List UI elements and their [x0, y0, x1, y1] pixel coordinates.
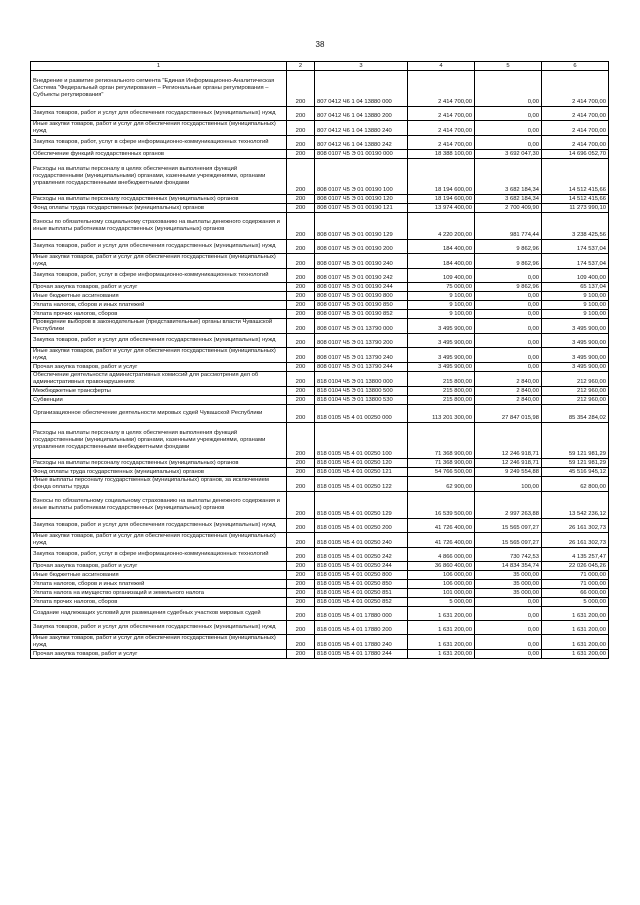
row-name-cell: Уплата прочих налогов, сборов — [31, 310, 287, 319]
row-column-2-cell: 200 — [287, 607, 315, 621]
row-code-cell: 807 0412 Ч6 1 04 13880 240 — [315, 121, 408, 136]
row-approved-amount-cell: 1 631 200,00 — [408, 635, 475, 650]
row-column-2-cell: 200 — [287, 492, 315, 519]
column-header-4: 4 — [408, 62, 475, 71]
row-code-cell: 818 0105 Ч5 4 01 17880 240 — [315, 635, 408, 650]
row-column-2-cell: 200 — [287, 292, 315, 301]
row-code-cell: 808 0107 Ч5 Э 01 13790 240 — [315, 348, 408, 363]
row-approved-amount-cell: 1 631 200,00 — [408, 621, 475, 635]
row-approved-amount-cell: 36 860 400,00 — [408, 562, 475, 571]
row-column-2-cell: 200 — [287, 548, 315, 562]
row-column-2-cell: 200 — [287, 598, 315, 607]
row-name-cell: Уплата прочих налогов, сборов — [31, 598, 287, 607]
row-executed-amount-cell: 0,00 — [475, 363, 542, 372]
row-approved-amount-cell: 9 100,00 — [408, 310, 475, 319]
row-column-2-cell: 200 — [287, 319, 315, 334]
row-column-2-cell: 200 — [287, 562, 315, 571]
row-executed-amount-cell: 35 000,00 — [475, 571, 542, 580]
table-row — [31, 195, 609, 204]
row-code-cell: 818 0105 Ч5 4 01 00250 200 — [315, 519, 408, 533]
row-code-cell: 818 0105 Ч5 4 01 00250 100 — [315, 423, 408, 459]
row-column-2-cell: 200 — [287, 150, 315, 159]
table-row — [31, 121, 609, 136]
row-executed-amount-cell: 0,00 — [475, 650, 542, 659]
row-column-2-cell: 200 — [287, 334, 315, 348]
row-remaining-amount-cell: 22 026 045,26 — [542, 562, 609, 571]
row-executed-amount-cell: 0,00 — [475, 348, 542, 363]
table-row — [31, 589, 609, 598]
row-name-cell: Расходы на выплаты персоналу в целях обеспечения выполнения функций государственными (муниципальными) органами, казенными учреждениями, органами управления государственными внебюджетными фондами — [31, 159, 287, 195]
row-code-cell: 808 0107 Ч5 Э 01 00190 800 — [315, 292, 408, 301]
row-name-cell: Закупка товаров, работ и услуг для обеспечения государственных (муниципальных) нужд — [31, 621, 287, 635]
row-approved-amount-cell: 2 414 700,00 — [408, 136, 475, 150]
row-code-cell: 807 0412 Ч6 1 04 13880 000 — [315, 71, 408, 107]
table-row — [31, 492, 609, 519]
row-name-cell: Закупка товаров, работ и услуг для обеспечения государственных (муниципальных) нужд — [31, 107, 287, 121]
row-executed-amount-cell: 9 862,96 — [475, 283, 542, 292]
row-name-cell: Закупка товаров, работ и услуг для обеспечения государственных (муниципальных) нужд — [31, 334, 287, 348]
row-name-cell: Иные бюджетные ассигнования — [31, 571, 287, 580]
row-name-cell: Уплата налога на имущество организаций и земельного налога — [31, 589, 287, 598]
row-name-cell: Иные закупки товаров, работ и услуг для обеспечения государственных (муниципальных) нужд — [31, 348, 287, 363]
row-approved-amount-cell: 3 495 900,00 — [408, 334, 475, 348]
row-code-cell: 808 0107 Ч5 Э 01 00190 852 — [315, 310, 408, 319]
row-executed-amount-cell: 2 840,00 — [475, 372, 542, 387]
row-remaining-amount-cell: 3 495 900,00 — [542, 363, 609, 372]
row-approved-amount-cell: 1 631 200,00 — [408, 607, 475, 621]
row-remaining-amount-cell: 3 495 900,00 — [542, 348, 609, 363]
table-row — [31, 107, 609, 121]
row-code-cell: 818 0105 Ч5 4 01 17880 244 — [315, 650, 408, 659]
table-row — [31, 519, 609, 533]
row-column-2-cell: 200 — [287, 372, 315, 387]
table-row — [31, 213, 609, 240]
row-column-2-cell: 200 — [287, 254, 315, 269]
row-code-cell: 818 0105 Ч5 4 01 00250 122 — [315, 477, 408, 492]
row-executed-amount-cell: 981 774,44 — [475, 213, 542, 240]
row-name-cell: Взносы по обязательному социальному страхованию на выплаты денежного содержания и иные выплаты работникам государственных (муниципальных) органов — [31, 213, 287, 240]
row-name-cell: Закупка товаров, работ и услуг для обеспечения государственных (муниципальных) нужд — [31, 240, 287, 254]
row-code-cell: 818 0105 Ч5 4 01 00250 851 — [315, 589, 408, 598]
row-executed-amount-cell: 3 682 184,34 — [475, 159, 542, 195]
row-approved-amount-cell: 184 400,00 — [408, 240, 475, 254]
row-code-cell: 808 0107 Ч5 Э 01 00190 120 — [315, 195, 408, 204]
row-column-2-cell: 200 — [287, 635, 315, 650]
row-name-cell: Межбюджетные трансферты — [31, 387, 287, 396]
row-remaining-amount-cell: 71 000,00 — [542, 580, 609, 589]
row-code-cell: 807 0412 Ч6 1 04 13880 200 — [315, 107, 408, 121]
row-executed-amount-cell: 15 565 097,27 — [475, 519, 542, 533]
row-executed-amount-cell: 2 840,00 — [475, 396, 542, 405]
row-name-cell: Прочая закупка товаров, работ и услуг — [31, 363, 287, 372]
row-name-cell: Иные закупки товаров, работ и услуг для обеспечения государственных (муниципальных) нужд — [31, 635, 287, 650]
row-remaining-amount-cell: 9 100,00 — [542, 292, 609, 301]
row-remaining-amount-cell: 3 495 900,00 — [542, 319, 609, 334]
row-approved-amount-cell: 215 800,00 — [408, 372, 475, 387]
row-executed-amount-cell: 15 565 097,27 — [475, 533, 542, 548]
row-remaining-amount-cell: 2 414 700,00 — [542, 136, 609, 150]
row-approved-amount-cell: 215 800,00 — [408, 396, 475, 405]
row-column-2-cell: 200 — [287, 387, 315, 396]
row-approved-amount-cell: 4 220 200,00 — [408, 213, 475, 240]
row-code-cell: 818 0105 Ч5 4 01 00250 244 — [315, 562, 408, 571]
row-column-2-cell: 200 — [287, 283, 315, 292]
row-approved-amount-cell: 9 100,00 — [408, 292, 475, 301]
table-row — [31, 372, 609, 387]
table-row — [31, 650, 609, 659]
row-name-cell: Закупка товаров, работ и услуг для обеспечения государственных (муниципальных) нужд — [31, 519, 287, 533]
row-remaining-amount-cell: 212 960,00 — [542, 387, 609, 396]
row-column-2-cell: 200 — [287, 423, 315, 459]
row-remaining-amount-cell: 11 273 990,10 — [542, 204, 609, 213]
row-name-cell: Взносы по обязательному социальному страхованию на выплаты денежного содержания и иные выплаты работникам государственных (муниципальных) органов — [31, 492, 287, 519]
row-column-2-cell: 200 — [287, 477, 315, 492]
row-name-cell: Фонд оплаты труда государственных (муниципальных) органов — [31, 204, 287, 213]
row-remaining-amount-cell: 1 631 200,00 — [542, 607, 609, 621]
row-approved-amount-cell: 9 100,00 — [408, 301, 475, 310]
row-remaining-amount-cell: 1 631 200,00 — [542, 635, 609, 650]
row-approved-amount-cell: 2 414 700,00 — [408, 121, 475, 136]
row-remaining-amount-cell: 59 121 981,29 — [542, 423, 609, 459]
row-column-2-cell: 200 — [287, 533, 315, 548]
row-remaining-amount-cell: 14 512 415,66 — [542, 195, 609, 204]
row-remaining-amount-cell: 71 000,00 — [542, 571, 609, 580]
row-column-2-cell: 200 — [287, 71, 315, 107]
row-name-cell: Иные закупки товаров, работ и услуг для обеспечения государственных (муниципальных) нужд — [31, 254, 287, 269]
row-executed-amount-cell: 0,00 — [475, 121, 542, 136]
table-row — [31, 348, 609, 363]
row-executed-amount-cell: 9 249 554,88 — [475, 468, 542, 477]
row-name-cell: Проведение выборов в законодательные (представительные) органы власти Чувашской Республики — [31, 319, 287, 334]
row-approved-amount-cell: 13 974 400,00 — [408, 204, 475, 213]
row-remaining-amount-cell: 212 960,00 — [542, 396, 609, 405]
table-row — [31, 468, 609, 477]
row-code-cell: 818 0104 Ч5 Э 01 13800 500 — [315, 387, 408, 396]
table-row — [31, 459, 609, 468]
row-code-cell: 807 0412 Ч6 1 04 13880 242 — [315, 136, 408, 150]
row-code-cell: 818 0105 Ч5 4 01 17880 000 — [315, 607, 408, 621]
row-approved-amount-cell: 18 194 600,00 — [408, 195, 475, 204]
row-name-cell: Закупка товаров, работ, услуг в сфере информационно-коммуникационных технологий — [31, 548, 287, 562]
row-remaining-amount-cell: 62 800,00 — [542, 477, 609, 492]
row-name-cell: Уплата налогов, сборов и иных платежей — [31, 580, 287, 589]
table-row — [31, 363, 609, 372]
row-column-2-cell: 200 — [287, 213, 315, 240]
table-row — [31, 562, 609, 571]
table-row — [31, 396, 609, 405]
row-approved-amount-cell: 18 194 600,00 — [408, 159, 475, 195]
row-remaining-amount-cell: 5 000,00 — [542, 598, 609, 607]
row-column-2-cell: 200 — [287, 589, 315, 598]
row-column-2-cell: 200 — [287, 650, 315, 659]
table-row — [31, 301, 609, 310]
row-code-cell: 808 0107 Ч5 Э 01 13790 200 — [315, 334, 408, 348]
row-column-2-cell: 200 — [287, 195, 315, 204]
row-approved-amount-cell: 3 495 900,00 — [408, 348, 475, 363]
row-remaining-amount-cell: 45 516 945,12 — [542, 468, 609, 477]
row-approved-amount-cell: 106 000,00 — [408, 580, 475, 589]
row-name-cell: Создание надлежащих условий для размещения судебных участков мировых судей — [31, 607, 287, 621]
row-executed-amount-cell: 35 000,00 — [475, 580, 542, 589]
row-code-cell: 818 0105 Ч5 4 01 00250 850 — [315, 580, 408, 589]
row-code-cell: 808 0107 Ч5 Э 01 00190 240 — [315, 254, 408, 269]
row-code-cell: 808 0107 Ч5 Э 01 00190 129 — [315, 213, 408, 240]
row-name-cell: Внедрение и развитие регионального сегмента "Единая Информационно-Аналитическая Система "Федеральный орган регулирования – Региональные органы регулирования – Субъекты регулирования" — [31, 71, 287, 107]
row-code-cell: 818 0105 Ч5 4 01 00250 120 — [315, 459, 408, 468]
row-executed-amount-cell: 730 742,53 — [475, 548, 542, 562]
row-executed-amount-cell: 0,00 — [475, 301, 542, 310]
row-remaining-amount-cell: 14 512 415,66 — [542, 159, 609, 195]
table-row — [31, 159, 609, 195]
row-name-cell: Закупка товаров, работ, услуг в сфере информационно-коммуникационных технологий — [31, 136, 287, 150]
row-column-2-cell: 200 — [287, 204, 315, 213]
table-row — [31, 571, 609, 580]
page-number: 38 — [315, 40, 325, 49]
row-executed-amount-cell: 0,00 — [475, 621, 542, 635]
row-remaining-amount-cell: 66 000,00 — [542, 589, 609, 598]
row-code-cell: 818 0105 Ч5 4 01 17880 200 — [315, 621, 408, 635]
row-executed-amount-cell: 35 000,00 — [475, 589, 542, 598]
row-remaining-amount-cell: 65 137,04 — [542, 283, 609, 292]
row-column-2-cell: 200 — [287, 310, 315, 319]
row-remaining-amount-cell: 2 414 700,00 — [542, 107, 609, 121]
row-remaining-amount-cell: 3 495 900,00 — [542, 334, 609, 348]
row-remaining-amount-cell: 26 161 302,73 — [542, 533, 609, 548]
row-name-cell: Прочая закупка товаров, работ и услуг — [31, 283, 287, 292]
row-code-cell: 818 0105 Ч5 4 01 00250 240 — [315, 533, 408, 548]
table-row — [31, 269, 609, 283]
table-row — [31, 477, 609, 492]
table-header-row — [31, 62, 609, 71]
row-approved-amount-cell: 2 414 700,00 — [408, 71, 475, 107]
row-column-2-cell: 200 — [287, 136, 315, 150]
row-column-2-cell: 200 — [287, 348, 315, 363]
row-approved-amount-cell: 106 000,00 — [408, 571, 475, 580]
row-remaining-amount-cell: 9 100,00 — [542, 301, 609, 310]
row-executed-amount-cell: 0,00 — [475, 269, 542, 283]
row-remaining-amount-cell: 1 631 200,00 — [542, 650, 609, 659]
row-remaining-amount-cell: 174 537,04 — [542, 240, 609, 254]
table-row — [31, 71, 609, 107]
row-executed-amount-cell: 0,00 — [475, 71, 542, 107]
row-code-cell: 808 0107 Ч5 Э 01 00190 000 — [315, 150, 408, 159]
row-approved-amount-cell: 3 495 900,00 — [408, 363, 475, 372]
row-code-cell: 818 0105 Ч5 4 01 00250 242 — [315, 548, 408, 562]
row-executed-amount-cell: 27 847 015,98 — [475, 405, 542, 423]
row-executed-amount-cell: 9 862,96 — [475, 240, 542, 254]
column-header-6: 6 — [542, 62, 609, 71]
row-code-cell: 818 0105 Ч5 4 01 00250 000 — [315, 405, 408, 423]
row-column-2-cell: 200 — [287, 459, 315, 468]
row-remaining-amount-cell: 3 238 425,56 — [542, 213, 609, 240]
row-approved-amount-cell: 1 631 200,00 — [408, 650, 475, 659]
row-column-2-cell: 200 — [287, 468, 315, 477]
table-row — [31, 635, 609, 650]
row-column-2-cell: 200 — [287, 269, 315, 283]
table-row — [31, 254, 609, 269]
row-approved-amount-cell: 5 000,00 — [408, 598, 475, 607]
row-column-2-cell: 200 — [287, 159, 315, 195]
row-code-cell: 818 0104 Ч5 Э 01 13800 530 — [315, 396, 408, 405]
row-approved-amount-cell: 184 400,00 — [408, 254, 475, 269]
row-approved-amount-cell: 2 414 700,00 — [408, 107, 475, 121]
row-column-2-cell: 200 — [287, 405, 315, 423]
table-row — [31, 533, 609, 548]
row-column-2-cell: 200 — [287, 621, 315, 635]
row-executed-amount-cell: 0,00 — [475, 136, 542, 150]
row-approved-amount-cell: 3 495 900,00 — [408, 319, 475, 334]
row-executed-amount-cell: 0,00 — [475, 635, 542, 650]
row-remaining-amount-cell: 109 400,00 — [542, 269, 609, 283]
row-column-2-cell: 200 — [287, 107, 315, 121]
row-approved-amount-cell: 41 726 400,00 — [408, 533, 475, 548]
row-approved-amount-cell: 62 900,00 — [408, 477, 475, 492]
row-column-2-cell: 200 — [287, 580, 315, 589]
table-row — [31, 136, 609, 150]
row-name-cell: Обеспечение деятельности административных комиссий для рассмотрения дел об административных правонарушениях — [31, 372, 287, 387]
row-remaining-amount-cell: 59 121 981,29 — [542, 459, 609, 468]
column-header-1: 1 — [31, 62, 287, 71]
row-code-cell: 808 0107 Ч5 Э 01 00190 244 — [315, 283, 408, 292]
table-row — [31, 548, 609, 562]
table-row — [31, 405, 609, 423]
row-name-cell: Расходы на выплаты персоналу в целях обеспечения выполнения функций государственными (муниципальными) органами, казенными учреждениями, органами управления государственными внебюджетными фондами — [31, 423, 287, 459]
row-name-cell: Иные закупки товаров, работ и услуг для обеспечения государственных (муниципальных) нужд — [31, 121, 287, 136]
row-name-cell: Иные выплаты персоналу государственных (муниципальных) органов, за исключением фонда оплаты труда — [31, 477, 287, 492]
row-code-cell: 818 0105 Ч5 4 01 00250 129 — [315, 492, 408, 519]
row-column-2-cell: 200 — [287, 121, 315, 136]
row-code-cell: 808 0107 Ч5 Э 01 00190 100 — [315, 159, 408, 195]
table-row — [31, 204, 609, 213]
row-name-cell: Прочая закупка товаров, работ и услуг — [31, 562, 287, 571]
row-approved-amount-cell: 4 866 000,00 — [408, 548, 475, 562]
row-executed-amount-cell: 0,00 — [475, 334, 542, 348]
row-code-cell: 808 0107 Ч5 Э 01 00190 242 — [315, 269, 408, 283]
row-remaining-amount-cell: 85 354 284,02 — [542, 405, 609, 423]
row-remaining-amount-cell: 13 542 236,12 — [542, 492, 609, 519]
table-row — [31, 310, 609, 319]
row-approved-amount-cell: 54 766 500,00 — [408, 468, 475, 477]
row-column-2-cell: 200 — [287, 396, 315, 405]
row-executed-amount-cell: 12 246 918,71 — [475, 423, 542, 459]
row-approved-amount-cell: 71 368 900,00 — [408, 459, 475, 468]
row-approved-amount-cell: 71 368 900,00 — [408, 423, 475, 459]
row-executed-amount-cell: 0,00 — [475, 319, 542, 334]
row-code-cell: 808 0107 Ч5 Э 01 00190 200 — [315, 240, 408, 254]
row-remaining-amount-cell: 1 631 200,00 — [542, 621, 609, 635]
row-code-cell: 818 0105 Ч5 4 01 00250 121 — [315, 468, 408, 477]
row-approved-amount-cell: 215 800,00 — [408, 387, 475, 396]
row-approved-amount-cell: 113 201 300,00 — [408, 405, 475, 423]
row-name-cell: Расходы на выплаты персоналу государственных (муниципальных) органов — [31, 459, 287, 468]
table-row — [31, 621, 609, 635]
row-executed-amount-cell: 9 862,96 — [475, 254, 542, 269]
column-header-5: 5 — [475, 62, 542, 71]
table-row — [31, 319, 609, 334]
row-code-cell: 818 0105 Ч5 4 01 00250 800 — [315, 571, 408, 580]
table-row — [31, 387, 609, 396]
row-executed-amount-cell: 3 682 184,34 — [475, 195, 542, 204]
row-name-cell: Уплата налогов, сборов и иных платежей — [31, 301, 287, 310]
table-row — [31, 607, 609, 621]
row-remaining-amount-cell: 174 537,04 — [542, 254, 609, 269]
row-remaining-amount-cell: 9 100,00 — [542, 310, 609, 319]
row-name-cell: Иные бюджетные ассигнования — [31, 292, 287, 301]
row-executed-amount-cell: 14 834 354,74 — [475, 562, 542, 571]
row-executed-amount-cell: 0,00 — [475, 607, 542, 621]
row-approved-amount-cell: 75 000,00 — [408, 283, 475, 292]
row-approved-amount-cell: 101 000,00 — [408, 589, 475, 598]
row-name-cell: Закупка товаров, работ, услуг в сфере информационно-коммуникационных технологий — [31, 269, 287, 283]
row-name-cell: Организационное обеспечение деятельности мировых судей Чувашской Республики — [31, 405, 287, 423]
row-executed-amount-cell: 2 840,00 — [475, 387, 542, 396]
column-header-3: 3 — [315, 62, 408, 71]
row-name-cell: Прочая закупка товаров, работ и услуг — [31, 650, 287, 659]
row-code-cell: 808 0107 Ч5 Э 01 00190 121 — [315, 204, 408, 213]
column-header-2: 2 — [287, 62, 315, 71]
row-executed-amount-cell: 0,00 — [475, 310, 542, 319]
row-executed-amount-cell: 12 246 918,71 — [475, 459, 542, 468]
row-approved-amount-cell: 16 539 500,00 — [408, 492, 475, 519]
row-code-cell: 808 0107 Ч5 Э 01 13790 244 — [315, 363, 408, 372]
row-column-2-cell: 200 — [287, 571, 315, 580]
row-name-cell: Фонд оплаты труда государственных (муниципальных) органов — [31, 468, 287, 477]
table-row — [31, 334, 609, 348]
budget-execution-table — [30, 61, 609, 659]
row-executed-amount-cell: 0,00 — [475, 292, 542, 301]
row-column-2-cell: 200 — [287, 363, 315, 372]
row-executed-amount-cell: 0,00 — [475, 107, 542, 121]
row-name-cell: Субвенции — [31, 396, 287, 405]
row-executed-amount-cell: 2 700 409,90 — [475, 204, 542, 213]
table-row — [31, 240, 609, 254]
row-column-2-cell: 200 — [287, 301, 315, 310]
table-row — [31, 283, 609, 292]
table-row — [31, 292, 609, 301]
row-executed-amount-cell: 2 997 263,88 — [475, 492, 542, 519]
row-remaining-amount-cell: 4 135 257,47 — [542, 548, 609, 562]
row-name-cell: Обеспечение функций государственных органов — [31, 150, 287, 159]
row-remaining-amount-cell: 2 414 700,00 — [542, 121, 609, 136]
row-executed-amount-cell: 3 692 047,30 — [475, 150, 542, 159]
row-approved-amount-cell: 109 400,00 — [408, 269, 475, 283]
row-code-cell: 818 0104 Ч5 Э 01 13800 000 — [315, 372, 408, 387]
table-row — [31, 423, 609, 459]
row-remaining-amount-cell: 14 696 052,70 — [542, 150, 609, 159]
row-approved-amount-cell: 18 388 100,00 — [408, 150, 475, 159]
row-remaining-amount-cell: 26 161 302,73 — [542, 519, 609, 533]
row-code-cell: 808 0107 Ч5 Э 01 00190 850 — [315, 301, 408, 310]
row-name-cell: Расходы на выплаты персоналу государственных (муниципальных) органов — [31, 195, 287, 204]
row-name-cell: Иные закупки товаров, работ и услуг для обеспечения государственных (муниципальных) нужд — [31, 533, 287, 548]
row-column-2-cell: 200 — [287, 240, 315, 254]
table-row — [31, 150, 609, 159]
table-row — [31, 580, 609, 589]
row-remaining-amount-cell: 212 960,00 — [542, 372, 609, 387]
row-remaining-amount-cell: 2 414 700,00 — [542, 71, 609, 107]
row-code-cell: 808 0107 Ч5 Э 01 13790 000 — [315, 319, 408, 334]
table-row — [31, 598, 609, 607]
row-code-cell: 818 0105 Ч5 4 01 00250 852 — [315, 598, 408, 607]
row-executed-amount-cell: 100,00 — [475, 477, 542, 492]
row-approved-amount-cell: 41 726 400,00 — [408, 519, 475, 533]
row-executed-amount-cell: 0,00 — [475, 598, 542, 607]
row-column-2-cell: 200 — [287, 519, 315, 533]
